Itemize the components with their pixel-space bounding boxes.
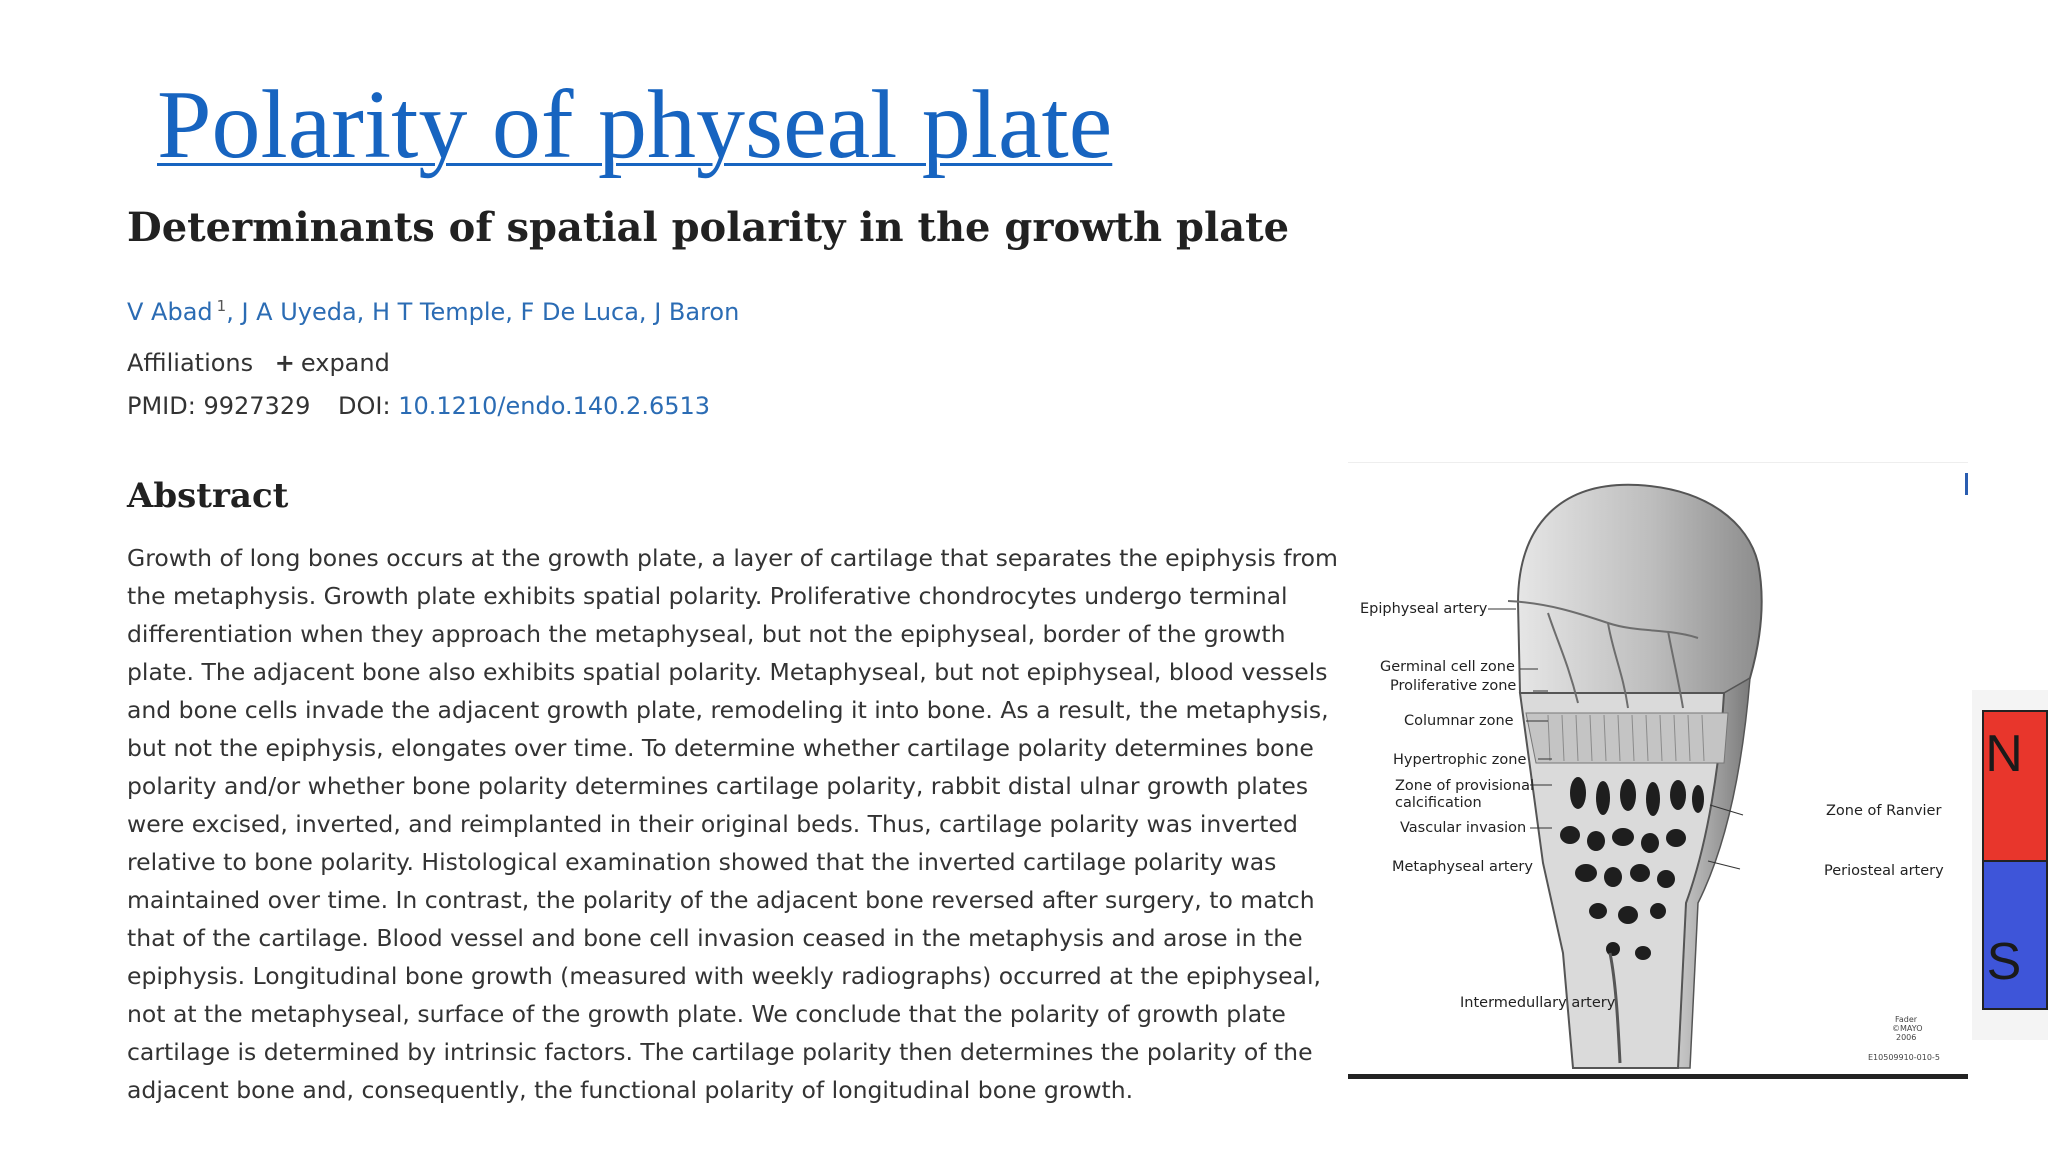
- pmid-label: PMID:: [127, 392, 196, 420]
- north-pole-label: N: [1985, 725, 2023, 783]
- label-germinal-zone: Germinal cell zone: [1380, 659, 1515, 675]
- abstract-heading: Abstract: [127, 476, 289, 516]
- figure-credit-1: Fader: [1895, 1015, 1918, 1024]
- label-provisional-calcification-1: Zone of provisional: [1395, 778, 1534, 794]
- label-metaphyseal-artery: Metaphyseal artery: [1392, 859, 1533, 875]
- label-proliferative-zone: Proliferative zone: [1390, 678, 1517, 694]
- author-rest-links[interactable]: J A Uyeda, H T Temple, F De Luca, J Baron: [241, 298, 740, 326]
- article-title: Determinants of spatial polarity in the growth plate: [127, 204, 1290, 251]
- label-columnar-zone: Columnar zone: [1404, 713, 1514, 729]
- abstract-line: adjacent bone and, consequently, the functional polarity of longitudinal bone growth.: [127, 1076, 1134, 1104]
- abstract-line: maintained over time. In contrast, the polarity of the adjacent bone reversed after surgery, to match: [127, 886, 1315, 914]
- abstract-line: were excised, inverted, and reimplanted in their original beds. Thus, cartilage polarity was inverted: [127, 810, 1298, 838]
- pmid-value: 9927329: [203, 392, 311, 420]
- growth-plate-illustration: [1348, 462, 1968, 1079]
- plus-icon: +: [274, 349, 295, 377]
- abstract-line: plate. The adjacent bone also exhibits spatial polarity. Metaphyseal, but not epiphyseal, blood vessels: [127, 658, 1328, 686]
- abstract-line: the metaphysis. Growth plate exhibits spatial polarity. Proliferative chondrocytes undergo terminal: [127, 582, 1288, 610]
- abstract-text: [127, 539, 1338, 1109]
- abstract-line: epiphysis. Longitudinal bone growth (measured with weekly radiographs) occurred at the epiphyseal,: [127, 962, 1321, 990]
- abstract-line: not at the metaphyseal, surface of the growth plate. We conclude that the polarity of growth plate: [127, 1000, 1286, 1028]
- bone-drawing: [1348, 463, 1968, 1079]
- label-intermedullary-artery: Intermedullary artery: [1460, 995, 1616, 1011]
- south-pole-label: S: [1986, 933, 2022, 991]
- abstract-line: relative to bone polarity. Histological examination showed that the inverted cartilage polarity was: [127, 848, 1277, 876]
- affiliations-label: Affiliations: [127, 349, 254, 377]
- author-list: V Abad $^1$, J A Uyeda, H T Temple, F De Luca, J Baron: [127, 297, 740, 326]
- abstract-line: differentiation when they approach the metaphyseal, but not the epiphyseal, border of the growth: [127, 620, 1286, 648]
- label-vascular-invasion: Vascular invasion: [1400, 820, 1527, 836]
- expand-label: expand: [300, 349, 390, 377]
- label-epiphyseal-artery: Epiphyseal artery: [1360, 601, 1488, 617]
- figure-credit-3: 2006: [1896, 1033, 1917, 1042]
- affiliations-row: [127, 345, 390, 381]
- doi-label: DOI:: [338, 392, 391, 420]
- figure-bottom-rule: [1348, 1074, 1968, 1079]
- doi-link[interactable]: 10.1210/endo.140.2.6513: [398, 392, 711, 420]
- label-periosteal-artery: Periosteal artery: [1824, 863, 1944, 879]
- edge-marker: [1965, 473, 1968, 495]
- identifiers-row: [127, 388, 710, 424]
- abstract-line: Growth of long bones occurs at the growth plate, a layer of cartilage that separates the epiphysis from: [127, 544, 1338, 572]
- abstract-line: cartilage is determined by intrinsic factors. The cartilage polarity then determines the polarity of the: [127, 1038, 1313, 1066]
- figure-code: E10509910-010-5: [1868, 1053, 1940, 1062]
- label-hypertrophic-zone: Hypertrophic zone: [1393, 752, 1527, 768]
- abstract-line: polarity and/or whether bone polarity determines cartilage polarity, rabbit distal ulnar growth plates: [127, 772, 1309, 800]
- abstract-line: and bone cells invade the adjacent growth plate, remodeling it into bone. As a result, the metaphysis,: [127, 696, 1329, 724]
- figure-credit-2: ©MAYO: [1892, 1024, 1923, 1033]
- label-zone-of-ranvier: Zone of Ranvier: [1826, 803, 1942, 819]
- abstract-line: that of the cartilage. Blood vessel and bone cell invasion ceased in the metaphysis and arose in the: [127, 924, 1303, 952]
- slide-title[interactable]: Polarity of physeal plate: [157, 71, 1113, 179]
- expand-affiliations-button[interactable]: [275, 349, 390, 377]
- affiliation-superscript: 1: [216, 297, 227, 315]
- label-provisional-calcification-2: calcification: [1395, 795, 1482, 811]
- author-first-link[interactable]: V Abad: [127, 298, 213, 326]
- bar-magnet-image: [1972, 690, 2048, 1040]
- abstract-line: but not the epiphysis, elongates over time. To determine whether cartilage polarity determines bone: [127, 734, 1314, 762]
